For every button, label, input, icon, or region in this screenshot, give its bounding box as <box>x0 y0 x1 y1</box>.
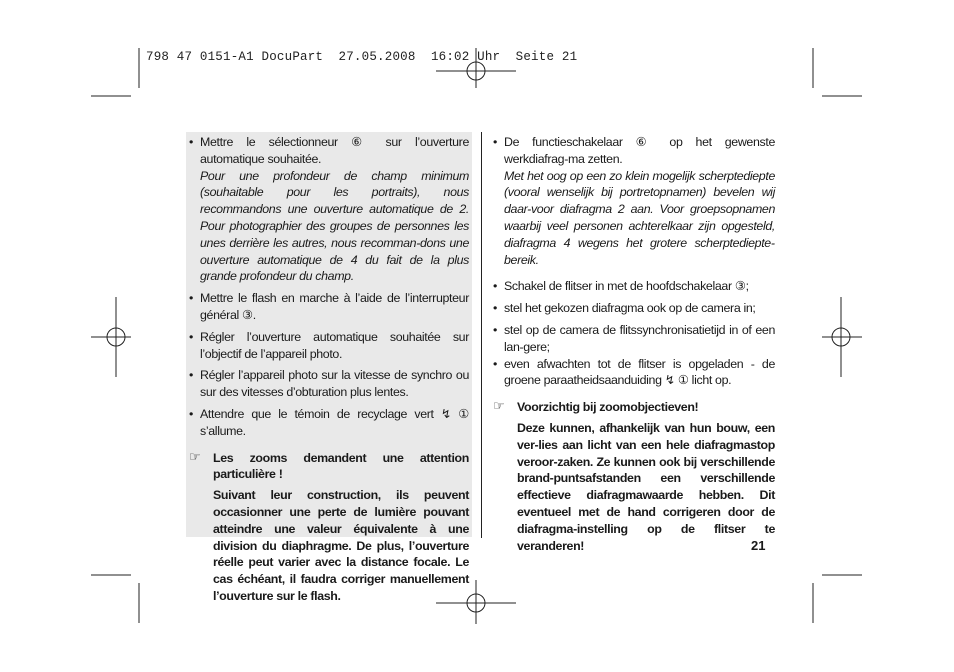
fr-bullet-5: • Attendre que le témoin de recyclage vert ↯ ① s’allume. <box>189 406 469 440</box>
nl-bullet-5: • even afwachten tot de flitser is opgeladen - de groene paraatheidsaanduiding ↯ ① licht op. <box>493 356 775 390</box>
nl-bullet-4: • stel op de camera de flitssynchronisatietijd in of een lan-gere; <box>493 322 775 356</box>
registration-mark-left <box>91 297 131 377</box>
fr-warning-body: Suivant leur construction, ils peuvent occasionner une perte de lumière pouvant atteindre une valeur équivalente à une division du diaphragme. De plus, l’ouverture réelle peut varier avec la distance focale. Le cas échéant, il faudra corriger manuellement l’ouverture sur le flash. <box>213 488 469 603</box>
nl-warning-title <box>493 399 775 416</box>
nl-bullet-1-note: Met het oog op een zo klein mogelijk scherptediepte (vooral wenselijk bij portretopnamen) bevelen wij daar-voor diafragma 2 aan. Voor groepsopnamen waarbij veel personen achterelkaar zijn opgesteld, diafragma 4 wegens het grotere scherptedieptebereik. <box>504 168 775 267</box>
nl-warning-title-text: Voorzichtig bij zoomobjectieven! <box>517 400 699 415</box>
page-number: 21 <box>751 538 766 553</box>
fr-bullet-3: • Régler l’ouverture automatique souhaitée sur l’objectif de l’appareil photo. <box>189 329 469 363</box>
nl-bullet-1 <box>493 134 775 268</box>
fr-bullet-1-text: • Mettre le sélectionneur ⑥ sur l’ouverture automatique souhaitée. <box>200 135 469 166</box>
pointing-hand-icon: ☞ <box>493 398 505 414</box>
nl-bullet-2: • Schakel de flitser in met de hoofdschakelaar ③; <box>493 278 775 295</box>
fr-bullet-1 <box>189 134 469 285</box>
fr-bullet-2: • Mettre le flash en marche à l’aide de l’interrupteur général ③. <box>189 290 469 324</box>
nl-bullet-1-text: • De functieschakelaar ⑥ op het gewenste werkdiafrag-ma zetten. <box>504 135 775 166</box>
dutch-column <box>493 132 775 554</box>
column-divider <box>481 132 482 538</box>
fr-bullet-1-note: Pour une profondeur de champ minimum (souhaitable pour les portraits), nous recommandons une ouverture automatique de 2. Pour photographier des groupes de personnes les unes derrière les autres, nous recomman-dons une ouverture automatique de 4 du fait de la plus grande profondeur du champ. <box>200 168 469 284</box>
fr-bullet-4: • Régler l’appareil photo sur la vitesse de synchro ou sur des vitesses d’obturation plus lentes. <box>189 367 469 401</box>
fr-warning-title-text: Les zooms demandent une attention particulière ! <box>213 450 469 482</box>
registration-mark-right <box>822 297 862 377</box>
print-slug-header: 798 47 0151-A1 DocuPart 27.05.2008 16:02 Uhr Seite 21 <box>146 50 578 64</box>
fr-warning-title <box>189 450 469 484</box>
nl-bullet-3: • stel het gekozen diafragma ook op de camera in; <box>493 300 775 317</box>
french-column <box>186 132 472 603</box>
pointing-hand-icon: ☞ <box>189 448 201 464</box>
nl-warning-body: Deze kunnen, afhankelijk van hun bouw, een ver-lies aan licht van een hele diafragmastop veroor-zaken. Ze kunnen ook bij verschillende brand-puntsafstanden een verschillende effectieve diafragmawaarde hebben. Dit eventueel met de hand corrigeren door de diafragma-instelling op de flitser te veranderen! <box>517 420 775 553</box>
